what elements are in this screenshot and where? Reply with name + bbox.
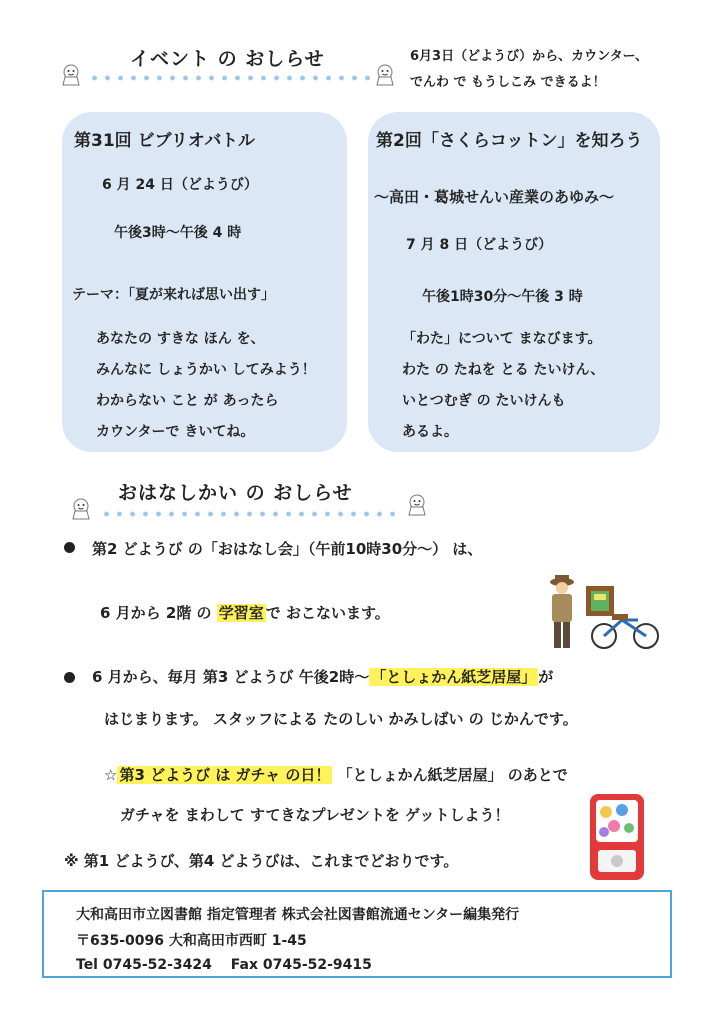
footer-publisher-box — [42, 890, 672, 978]
event-title: 第2回「さくらコットン」を知ろう — [376, 131, 643, 151]
event-time: 午後3時～午後 4 時 — [114, 225, 242, 241]
apply-note-line: 6月3日（どようび）から、カウンター、 — [410, 49, 649, 64]
highlight-gacha-day: 第3 どようび は ガチャ の日！ — [119, 766, 331, 784]
highlight-kamishibai: 「としょかん紙芝居屋」 — [371, 668, 537, 686]
highlight-study-room: 学習室 — [218, 604, 264, 622]
story-line-3-text: が — [538, 668, 554, 686]
story-note: ※ 第1 どようび、第4 どようびは、これまでどおりです。 — [64, 852, 459, 870]
teru-teru-bozu-icon — [406, 494, 428, 516]
event-date: 7 月 8 日（どようび） — [406, 237, 553, 253]
footer-address: 〒635-0096 大和高田市西町 1-45 — [76, 933, 307, 949]
footer-publisher: 大和高田市立図書館 指定管理者 株式会社図書館流通センター編集発行 — [76, 907, 520, 923]
bullet — [64, 672, 75, 683]
description-line: あなたの すきな ほん を、 — [96, 331, 265, 347]
story-line-5 — [104, 764, 568, 785]
kamishibai-man-with-bicycle-illustration — [542, 572, 664, 652]
story-heading: おはなしかい の おしらせ — [118, 482, 353, 504]
description-line: わからない こと が あったら — [96, 393, 279, 409]
story-line-3 — [92, 666, 553, 687]
event-description — [96, 324, 316, 448]
description-line: 「わた」について まなびます。 — [402, 331, 602, 347]
story-line-4: はじまります。 スタッフによる たのしい かみしばい の じかんです。 — [104, 710, 578, 728]
event-title: 第31回 ビブリオバトル — [74, 131, 256, 151]
description-line: カウンターで きいてね。 — [96, 424, 255, 440]
event-time: 午後1時30分～午後 3 時 — [422, 289, 583, 305]
teru-teru-bozu-icon — [374, 64, 396, 86]
story-line-2-text: 6 月から 2階 の — [100, 604, 217, 622]
description-line: わた の たねを とる たいけん、 — [402, 362, 605, 378]
bullet — [64, 542, 75, 553]
teru-teru-bozu-icon — [70, 498, 92, 520]
event-card-biblio-battle — [62, 112, 347, 452]
gacha-machine-illustration — [584, 790, 650, 886]
event-card-sakura-cotton — [368, 112, 660, 452]
story-line-2 — [100, 602, 390, 623]
event-description — [402, 324, 604, 448]
dotted-divider — [100, 510, 400, 518]
footer-contact: Tel 0745-52-3424 Fax 0745-52-9415 — [76, 957, 372, 973]
events-heading: イベント の おしらせ — [130, 48, 325, 70]
event-theme: テーマ：「夏が来れば思い出す」 — [72, 287, 275, 303]
apply-note-line: でんわ で もうしこみ できるよ！ — [410, 75, 606, 90]
story-line-3-text: 6 月から、毎月 第3 どようび 午後2時～ — [92, 668, 370, 686]
dotted-divider — [88, 74, 370, 82]
teru-teru-bozu-icon — [60, 64, 82, 86]
event-subtitle: ～高田・葛城せんい産業のあゆみ～ — [374, 188, 615, 206]
story-line-6: ガチャを まわして すてきなプレゼントを ゲットしよう！ — [120, 806, 510, 824]
description-line: あるよ。 — [402, 424, 458, 440]
story-line-2-text: で おこないます。 — [265, 604, 390, 622]
description-line: みんなに しょうかい してみよう！ — [96, 362, 316, 378]
event-date: 6 月 24 日（どようび） — [102, 177, 258, 193]
description-line: いとつむぎ の たいけんも — [402, 393, 566, 409]
apply-note — [410, 44, 648, 96]
story-line-1: 第2 どようび の「おはなし会」（午前10時30分～） は、 — [92, 540, 483, 558]
star-mark: ☆ — [104, 766, 118, 784]
story-line-5-text: 「としょかん紙芝居屋」 のあとで — [337, 766, 568, 784]
